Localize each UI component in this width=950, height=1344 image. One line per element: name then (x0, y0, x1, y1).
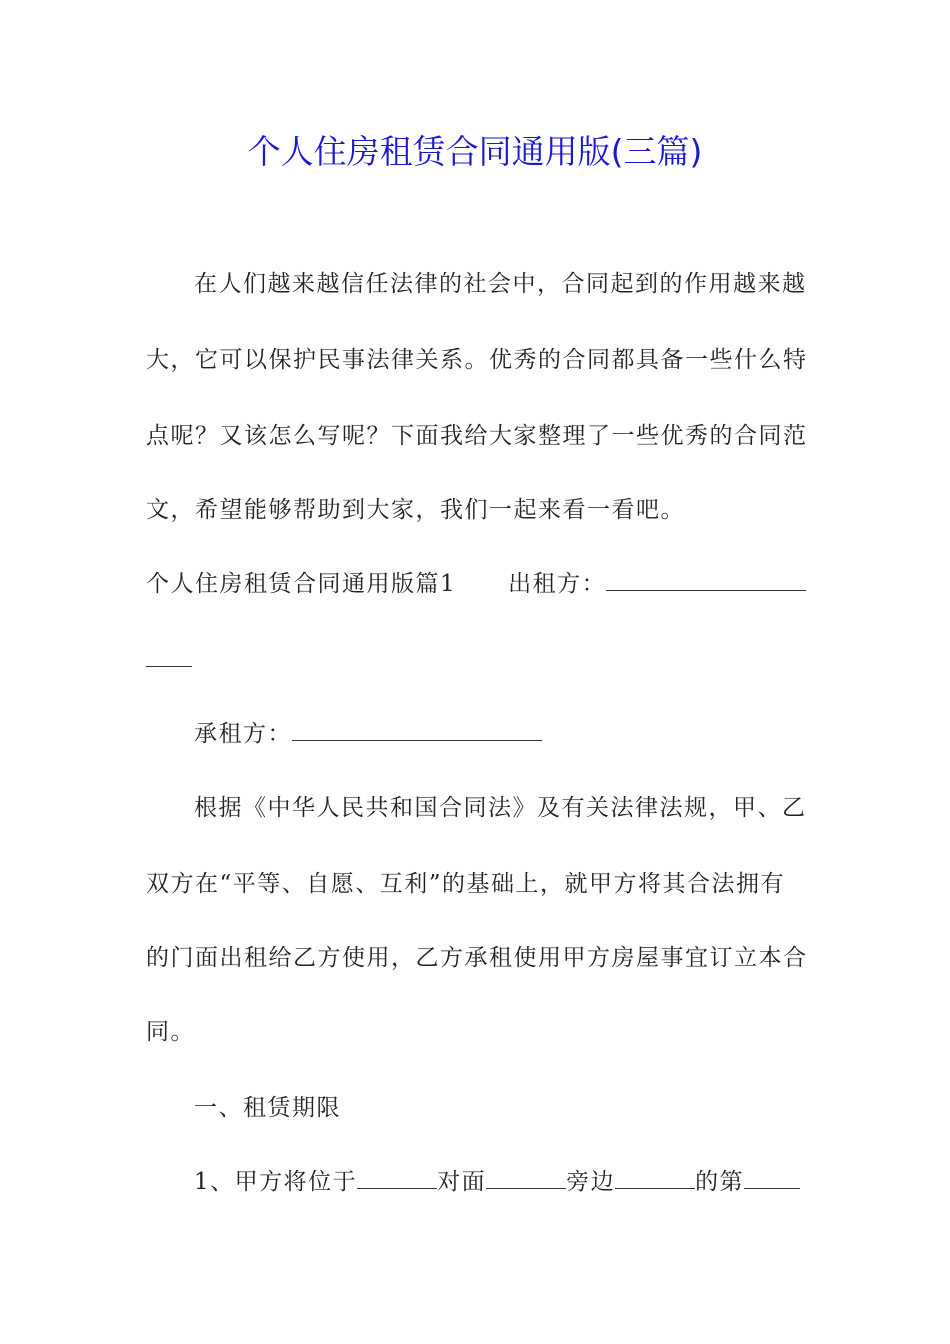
lessor-blank-continuation-line (146, 644, 808, 676)
basis-line-3: 的门面出租给乙方使用，乙方承租使用甲方房屋事宜订立本合 (146, 945, 808, 971)
article-1-heading: 一、租赁期限 (194, 1095, 341, 1121)
clause-1-blank-1 (357, 1166, 437, 1189)
clause-1-blank-3 (615, 1166, 695, 1189)
section-heading-line (146, 568, 808, 600)
intro-line-4: 文，希望能够帮助到大家，我们一起来看一看吧。 (146, 497, 685, 523)
lessor-blank-continuation (146, 644, 192, 667)
lessee-label: 承租方： (194, 721, 292, 747)
lessee-blank (292, 718, 542, 741)
basis-line-2: 双方在“平等、自愿、互利”的基础上，就甲方将其合法拥有 (146, 871, 786, 897)
intro-line-1: 在人们越来越信任法律的社会中，合同起到的作用越来越 (194, 271, 807, 297)
clause-1-part4: 的第 (695, 1169, 745, 1195)
clause-1-prefix: 1、甲方将位于 (194, 1169, 358, 1195)
clause-1-line (194, 1166, 808, 1198)
lessor-label: 出租方： (508, 571, 607, 597)
lessee-line (194, 718, 808, 750)
lessor-blank (606, 568, 806, 591)
intro-line-3: 点呢？又该怎么写呢？下面我给大家整理了一些优秀的合同范 (146, 423, 808, 449)
clause-1-part2: 对面 (437, 1169, 487, 1195)
basis-line-1: 根据《中华人民共和国合同法》及有关法律法规，甲、乙 (194, 795, 807, 821)
clause-1-blank-2 (486, 1166, 566, 1189)
document-title: 个人住房租赁合同通用版(三篇) (247, 132, 703, 171)
intro-line-2: 大，它可以保护民事法律关系。优秀的合同都具备一些什么特 (146, 347, 808, 373)
clause-1-part3: 旁边 (566, 1169, 616, 1195)
clause-1-blank-4 (744, 1166, 800, 1189)
section-heading: 个人住房租赁合同通用版篇1 (146, 571, 457, 597)
basis-line-4: 同。 (146, 1019, 195, 1045)
